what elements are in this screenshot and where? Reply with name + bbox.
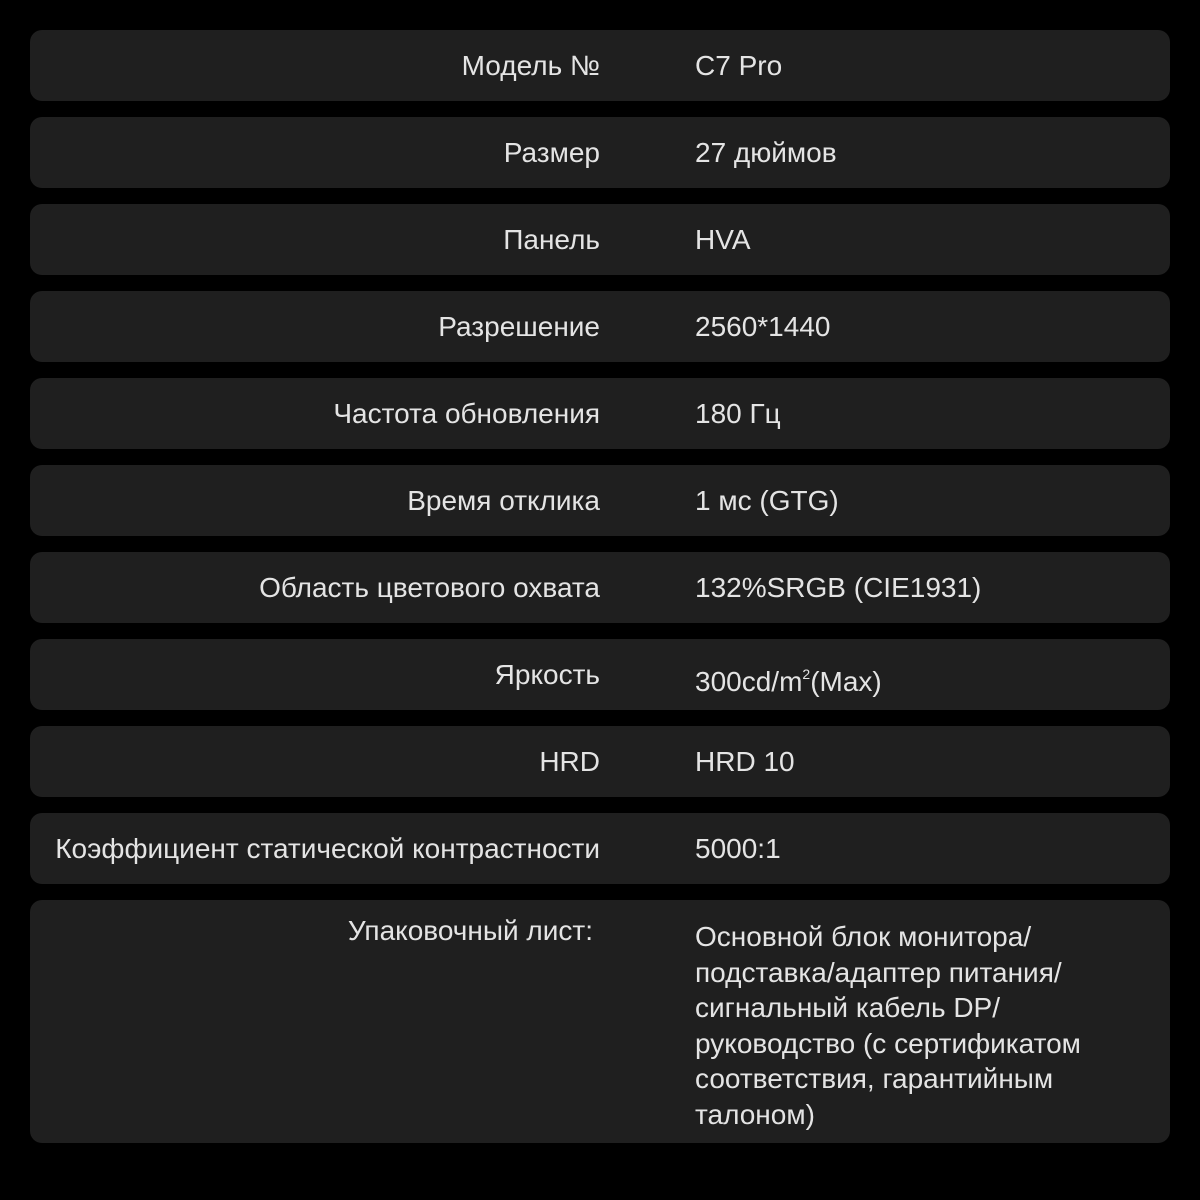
- package-list-line: подставка/адаптер питания/: [695, 956, 1062, 988]
- spec-label: Упаковочный лист:: [347, 915, 593, 946]
- package-list-line: соответствия, гарантийным: [695, 1063, 1054, 1095]
- spec-label: Модель №: [461, 50, 600, 81]
- spec-label: HRD: [539, 746, 600, 777]
- package-list-line: талоном): [695, 1098, 815, 1130]
- brightness-value-main: 300cd/m: [695, 666, 803, 697]
- spec-value: HRD 10: [695, 746, 795, 777]
- package-list-line: Основной блок монитора/: [695, 921, 1032, 952]
- spec-row-model: [30, 30, 1170, 101]
- spec-label: Разрешение: [438, 311, 600, 342]
- spec-value: C7 Pro: [695, 50, 783, 81]
- spec-label: Время отклика: [407, 485, 600, 516]
- brightness-value-superscript: 2: [802, 666, 811, 682]
- spec-label: Область цветового охвата: [259, 572, 600, 603]
- spec-value: 27 дюймов: [695, 137, 837, 168]
- spec-table: [30, 30, 1170, 1143]
- spec-value: HVA: [695, 224, 751, 255]
- spec-row-brightness: [30, 639, 1170, 710]
- spec-label: Панель: [503, 224, 600, 255]
- spec-row-panel: [30, 204, 1170, 275]
- spec-value-multiline: [695, 919, 1135, 1133]
- spec-row-resolution: [30, 291, 1170, 362]
- spec-row-hdr: [30, 726, 1170, 797]
- spec-label: Коэффициент статической контрастности: [55, 833, 600, 864]
- package-list-line: сигнальный кабель DP/: [695, 992, 1001, 1024]
- spec-label: Размер: [503, 137, 600, 168]
- spec-row-response-time: [30, 465, 1170, 536]
- spec-row-size: [30, 117, 1170, 188]
- spec-row-package-list: [30, 900, 1170, 1143]
- spec-value: 2560*1440: [695, 311, 831, 342]
- spec-row-contrast: [30, 813, 1170, 884]
- spec-value: 180 Гц: [695, 398, 781, 429]
- spec-value: [695, 639, 882, 710]
- spec-value: 5000:1: [695, 833, 781, 864]
- spec-label: Яркость: [494, 659, 600, 690]
- spec-value: 1 мс (GTG): [695, 485, 839, 516]
- spec-row-color-gamut: [30, 552, 1170, 623]
- brightness-value-tail: (Max): [810, 666, 882, 697]
- spec-row-refresh-rate: [30, 378, 1170, 449]
- spec-label: Частота обновления: [333, 398, 600, 429]
- package-list-line: руководство (с сертификатом: [695, 1027, 1081, 1059]
- spec-value: 132%SRGB (CIE1931): [695, 572, 982, 603]
